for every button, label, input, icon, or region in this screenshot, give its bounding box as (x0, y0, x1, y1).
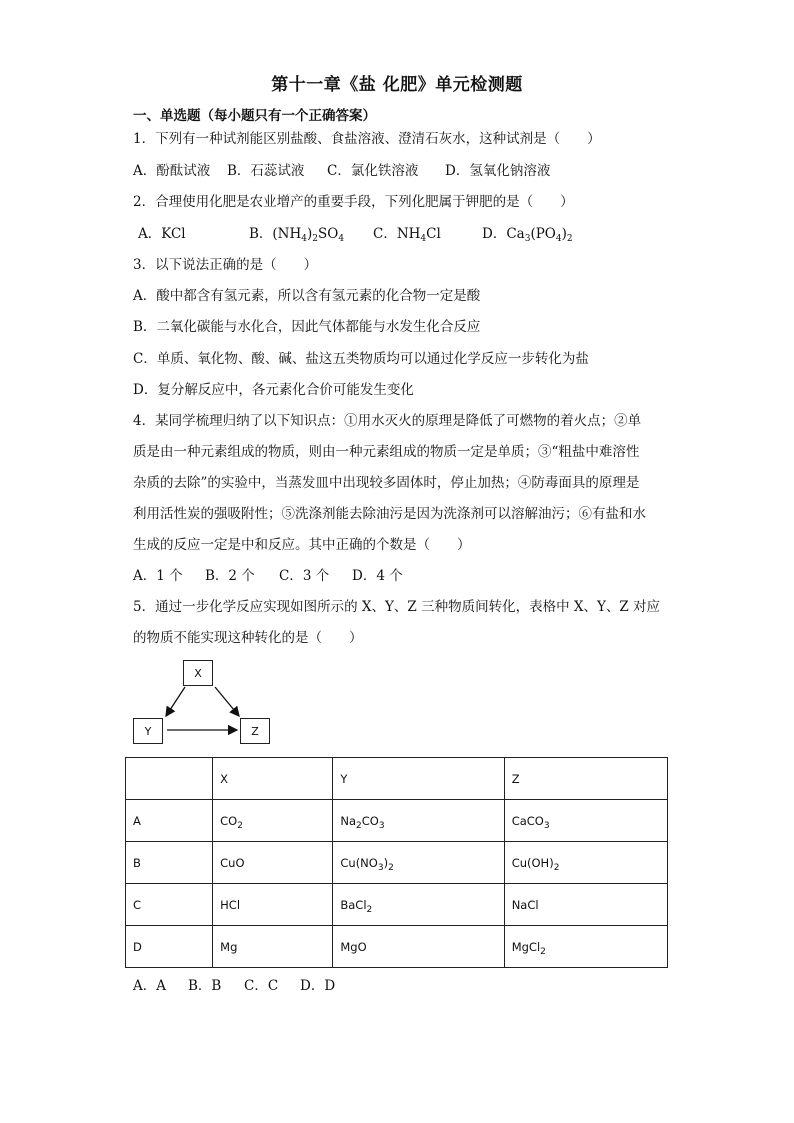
q2-option-b: B．$(NH_4)_2SO_4$ (249, 226, 345, 244)
q2-option-c: C．$NH_4Cl$ (373, 226, 441, 244)
table-row (126, 884, 668, 926)
q5-option-c: C．C (244, 978, 279, 994)
table-row (126, 842, 668, 884)
q5-option-d: D．D (300, 978, 336, 994)
table-header-cell: Y (333, 758, 504, 800)
q4-line-1: 4．某同学梳理归纳了以下知识点：①用水灭火的原理是降低了可燃物的着火点；②单 (133, 413, 642, 429)
q1-option-b: B．石蕊试液 (227, 163, 305, 179)
page-title: 第十一章《盐 化肥》单元检测题 (271, 75, 523, 95)
row-label: D (126, 926, 213, 968)
diagram-box-y: Y (133, 718, 163, 744)
cell-z: MgCl$_2$ (504, 926, 667, 968)
row-label: C (126, 884, 213, 926)
q3-stem: 3．以下说法正确的是（ ） (133, 257, 318, 273)
diagram-box-x: X (183, 660, 213, 686)
cell-y: MgO (333, 926, 504, 968)
table-header-cell: X (213, 758, 333, 800)
cell-z: $Cu(OH)_2$ (504, 842, 667, 884)
q1-stem: 1．下列有一种试剂能区别盐酸、食盐溶液、澄清石灰水，这种试剂是（ ） (133, 131, 601, 147)
q3-option-a: A．酸中都含有氢元素，所以含有氢元素的化合物一定是酸 (133, 288, 481, 304)
cell-x: $CO_2$ (213, 800, 333, 842)
cell-y: $Na_2CO_3$ (333, 800, 504, 842)
table-header-cell: Z (504, 758, 667, 800)
q4-option-d: D．4 个 (352, 568, 403, 584)
q5-table (125, 757, 668, 968)
q4-option-c: C．3 个 (279, 568, 330, 584)
table-header-row (126, 758, 668, 800)
q4-line-4: 利用活性炭的强吸附性；⑤洗涤剂能去除油污是因为洗涤剂可以溶解油污；⑥有盐和水 (133, 506, 646, 522)
section-heading: 一、单选题（每小题只有一个正确答案） (133, 108, 376, 124)
transformation-diagram (133, 660, 283, 750)
cell-z: CaCO$_3$ (504, 800, 667, 842)
q5-option-b: B．B (188, 978, 222, 994)
q2-option-d: D．$Ca_3(PO_4)_2$ (482, 226, 573, 244)
table-header-cell (126, 758, 213, 800)
table-row (126, 800, 668, 842)
q4-option-b: B．2 个 (205, 568, 255, 584)
cell-z: NaCl (504, 884, 667, 926)
q3-option-c: C．单质、氧化物、酸、碱、盐这五类物质均可以通过化学反应一步转化为盐 (133, 351, 589, 367)
row-label: A (126, 800, 213, 842)
q4-option-a: A．1 个 (133, 568, 183, 584)
q5-option-a: A．A (133, 978, 166, 994)
arrow-x-to-y (166, 687, 185, 716)
q5-line-2: 的物质不能实现这种转化的是（ ） (133, 630, 363, 646)
diagram-box-z: Z (240, 718, 270, 744)
q4-line-2: 质是由一种元素组成的物质，则由一种元素组成的物质一定是单质；③“粗盐中难溶性 (133, 444, 640, 460)
q2-option-a: A．KCl (138, 226, 186, 242)
q1-option-c: C．氯化铁溶液 (327, 163, 419, 179)
q2-stem: 2．合理使用化肥是农业增产的重要手段，下列化肥属于钾肥的是（ ） (133, 194, 574, 210)
q5-line-1: 5．通过一步化学反应实现如图所示的 X、Y、Z 三种物质间转化，表格中 X、Y、Z 对应 (133, 599, 661, 615)
q2-options (138, 226, 573, 242)
q5-options (133, 978, 335, 994)
row-label: B (126, 842, 213, 884)
q4-line-5: 生成的反应一定是中和反应。其中正确的个数是（ ） (133, 537, 471, 553)
q1-option-a: A．酚酞试液 (133, 163, 211, 179)
q3-option-b: B．二氧化碳能与水化合，因此气体都能与水发生化合反应 (133, 319, 481, 335)
cell-y: BaCl$_2$ (333, 884, 504, 926)
cell-x: HCl (213, 884, 333, 926)
q1-options (133, 163, 550, 179)
table-row (126, 926, 668, 968)
q4-line-3: 杂质的去除”的实验中，当蒸发皿中出现较多固体时，停止加热；④防毒面具的原理是 (133, 475, 640, 491)
cell-x: Mg (213, 926, 333, 968)
cell-y: $Cu(NO_3)_2$ (333, 842, 504, 884)
cell-x: CuO (213, 842, 333, 884)
q1-option-d: D．氢氧化钠溶液 (445, 163, 551, 179)
q4-options (133, 568, 403, 584)
q3-option-d: D．复分解反应中，各元素化合价可能发生变化 (133, 382, 414, 398)
arrow-x-to-z (215, 687, 239, 716)
